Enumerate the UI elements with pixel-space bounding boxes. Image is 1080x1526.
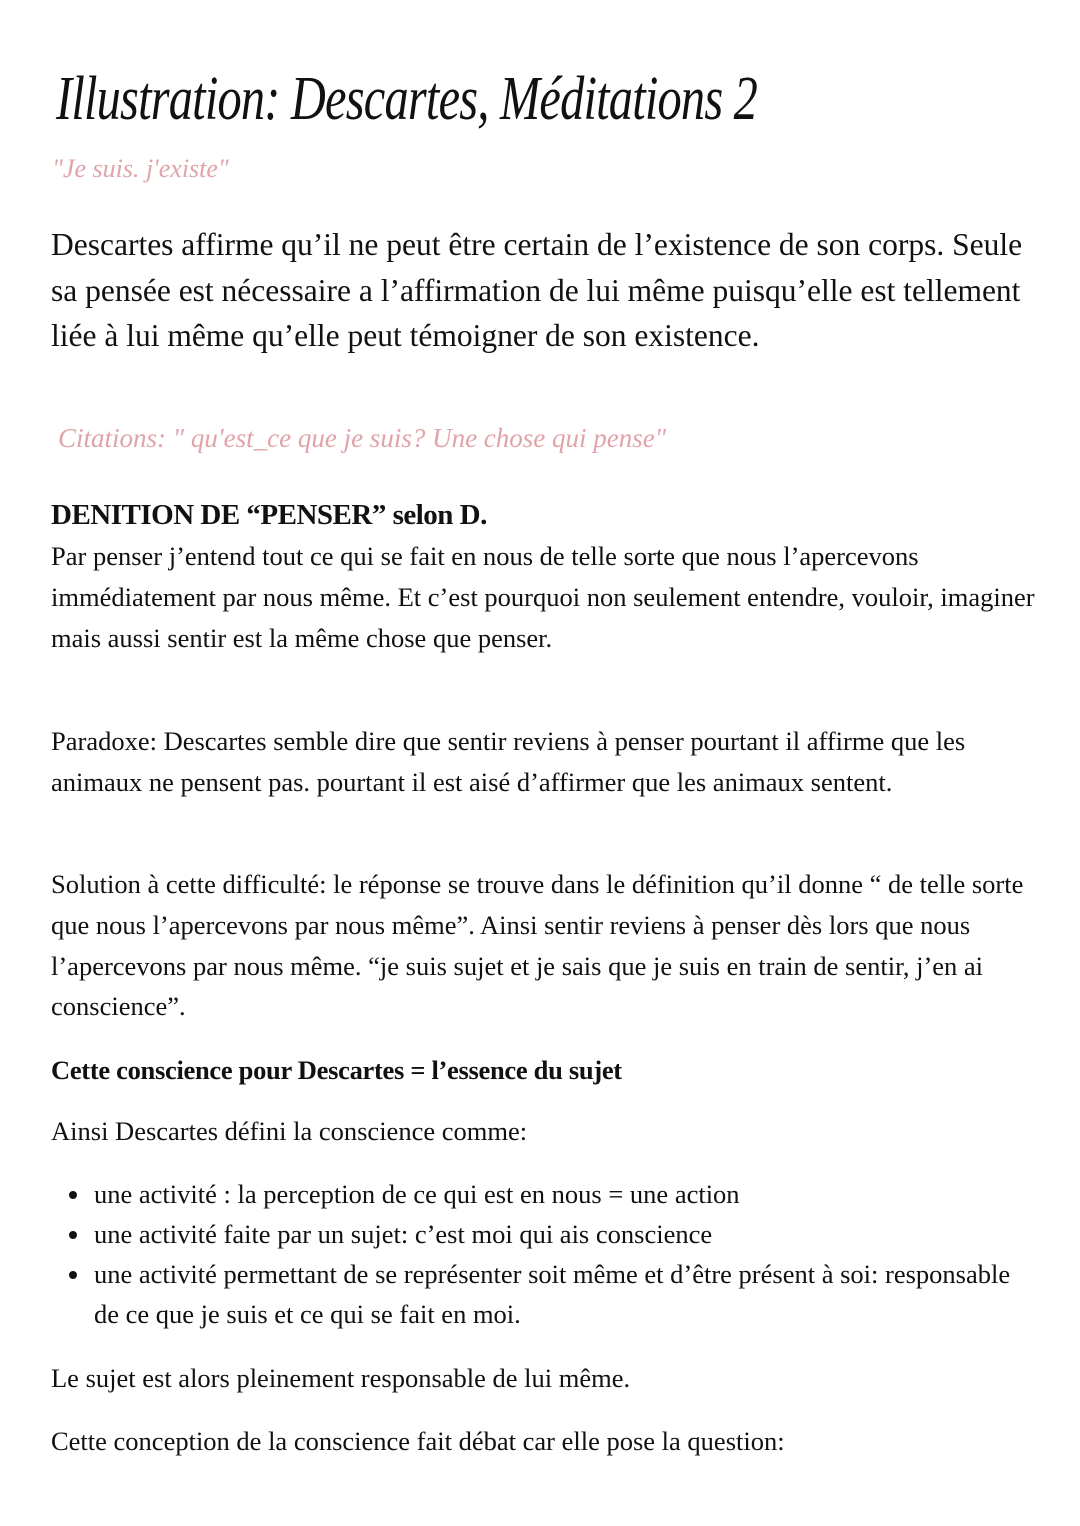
section-heading: DENITION DE “PENSER” selon D. [51,499,487,531]
conclusion-paragraph: Le sujet est alors pleinement responsable de lui même. [51,1363,631,1393]
paradox-paragraph: Paradoxe: Descartes semble dire que sentir reviens à penser pourtant il affirme que les animaux ne pensent pas. pourtant il est aisé d’affirmer que les animaux sentent. [51,726,966,797]
list-item [51,1174,1041,1214]
subtitle-quote: "Je suis. j'existe" [52,154,229,183]
page-title: Illustration: Descartes, Méditations 2 [56,65,758,133]
question-intro: Cette conception de la conscience fait débat car elle pose la question: [51,1426,785,1456]
solution-paragraph: Solution à cette difficulté: le réponse se trouve dans le définition qu’il donne “ de telle sorte que nous l’apercevons par nous même”. Ainsi sentir reviens à penser dès lors que nous l’apercevons par nous même. “je suis sujet et je sais que je suis en train de sentir, j’en ai conscience”. [51,869,1024,1022]
list-item-text: une activité faite par un sujet: c’est moi qui ais conscience [94,1219,713,1249]
intro-paragraph: Descartes affirme qu’il ne peut être certain de l’existence de son corps. Seule sa pensée est nécessaire a l’affirmation de lui même puisqu’elle est tellement liée à lui même qu’elle peut témoigner de son existence. [51,227,1023,353]
bullet-icon [69,1231,77,1239]
definition-paragraph: Par penser j’entend tout ce qui se fait en nous de telle sorte que nous l’apercevons immédiatement par nous même. Et c’est pourquoi non seulement entendre, vouloir, imaginer mais aussi sentir est la même chose que penser. [51,541,1035,653]
citation-quote: Citations: " qu'est_ce que je suis? Une chose qui pense" [58,423,667,453]
bullet-icon [69,1271,77,1279]
bullet-icon [69,1191,77,1199]
list-item-text: une activité permettant de se représenter soit même et d’être présent à soi: responsable de ce que je suis et ce qui se fait en moi. [94,1259,1011,1329]
key-statement: Cette conscience pour Descartes = l’essence du sujet [51,1055,622,1085]
list-item [51,1214,1041,1254]
list-item-text: une activité : la perception de ce qui est en nous = une action [94,1179,740,1209]
list-item [51,1254,1041,1334]
definition-intro: Ainsi Descartes défini la conscience comme: [51,1116,528,1146]
definition-list [51,1174,1041,1334]
